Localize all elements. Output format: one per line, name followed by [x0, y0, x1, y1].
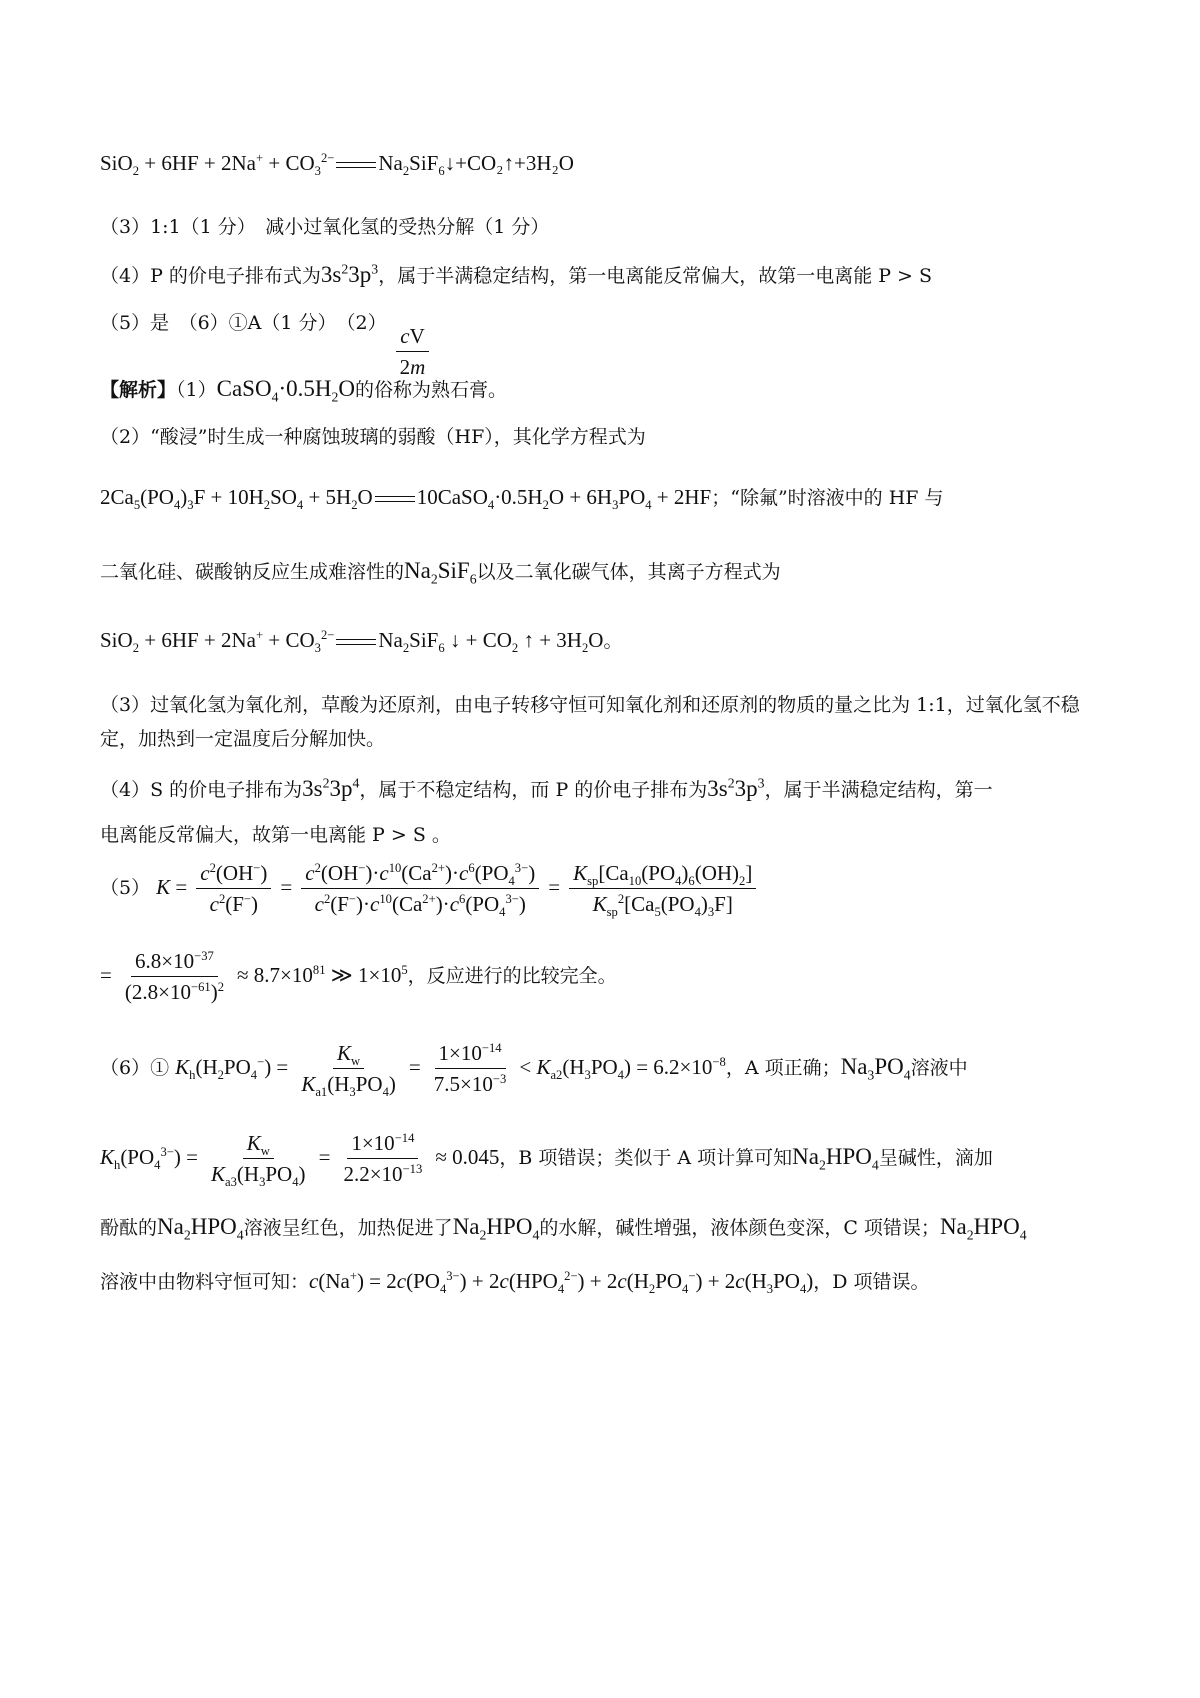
analysis-6-d: 溶液中由物料守恒可知：$c(Na^+) = 2c(PO_4^{3-}) + 2c(HPO_4^{2-}) + 2c(H_2PO_4^-) + 2c(H_3PO_4)$，D 项错误。	[100, 1269, 930, 1297]
answer-5-6: （5）是 （6）①A（1 分） （2） $\frac{cV}{2m}$	[100, 308, 1110, 381]
analysis-4: （4）S 的价电子排布为$3s^23p^4$，属于不稳定结构，而 P 的价电子排布为$3s^23p^3$，属于半满稳定结构，第一	[100, 775, 993, 801]
analysis-2-text: 二氧化硅、碳酸钠反应生成难溶性的$Na_2SiF_6$以及二氧化碳气体，其离子方程式为	[100, 558, 781, 587]
answer-4: （4）P 的价电子排布式为$3s^23p^3$，属于半满稳定结构，第一电离能反常偏大，故第一电离能 P > S	[100, 261, 933, 287]
analysis-2-equation: $2Ca_5(PO_4)_3F + 10H_2SO_4 + 5H_2O$ $10CaSO_4\cdot 0.5H_2O + 6H_3PO_4 + 2HF$；“除氟”时溶液中的 HF 与	[100, 485, 944, 513]
analysis-4-cont: 电离能反常偏大，故第一电离能 P > S 。	[100, 824, 451, 846]
top-equation: $SiO_2 + 6HF + 2Na^+ + CO_3^{2-}$ $Na_2SiF_6↓+CO_2↑+3H_2O$	[100, 151, 574, 179]
analysis-3: （3）过氧化氢为氧化剂，草酸为还原剂，由电子转移守恒可知氧化剂和还原剂的物质的量之比为 1:1，过氧化氢不稳定，加热到一定温度后分解加快。	[100, 694, 1080, 750]
answer-3: （3）1:1（1 分） 减小过氧化氢的受热分解（1 分）	[100, 216, 550, 238]
analysis-6-a: （6）① $K_h(H_2PO_4^-)$ = $\frac{K_w}{K_{a1}(H_3PO_4)}$ = $\frac{1\times 10^{-14}}{7.5\times 10^{-3}}$ < $K_{a2}(H_3PO_4) = 6.2\times 10^{-8}$，A 项正确；$Na_3PO_4$溶液中	[100, 1041, 968, 1100]
analysis-1: 【解析】$(1)CaSO_4\cdot 0.5H_2O$的俗称为熟石膏。	[100, 376, 508, 405]
analysis-5-result: = $\frac{6.8\times 10^{-37}}{(2.8\times 10^{-61})^2}$ ≈ $8.7\times 10^{81}$ ≫ $1\times 10^5$，反应进行的比较完全。	[100, 949, 617, 1005]
analysis-2-ionic: $SiO_2 + 6HF + 2Na^+ + CO_3^{2-}$ $Na_2SiF_6$ ↓ + $CO_2$ ↑ + $3H_2O$。	[100, 628, 623, 656]
analysis-6-c: 酚酞的$Na_2HPO_4$溶液呈红色，加热促进了$Na_2HPO_4$的水解，碱性增强，液体颜色变深，C 项错误；$Na_2HPO_4$	[100, 1214, 1027, 1243]
analysis-5: （5） K = $\frac{c^2(OH^-)}{c^2(F^-)}$ = $\frac{c^2(OH^-)\cdot c^{10}(Ca^{2+})\cdot c^6(PO_4^{3-})}{c^2(F^-)\cdot c^{10}(Ca^{2+})\cdot c^6(PO_4^{3-})}$ = $\frac{K_{sp}[Ca_{10}(PO_4)_6(OH)_2]}{K_{sp}^2[Ca_5(PO_4)_3F]}$	[100, 860, 1110, 918]
analysis-6-b: $K_h(PO_4^{3-})$ = $\frac{K_w}{K_{a3}(H_3PO_4)}$ = $\frac{1\times 10^{-14}}{2.2\times 10^{-13}}$ ≈ 0.045，B 项错误；类似于 A 项计算可知$Na_2HPO_4$呈碱性，滴加	[100, 1131, 993, 1190]
analysis-2-intro: （2）“酸浸”时生成一种腐蚀玻璃的弱酸（HF），其化学方程式为	[100, 426, 646, 448]
